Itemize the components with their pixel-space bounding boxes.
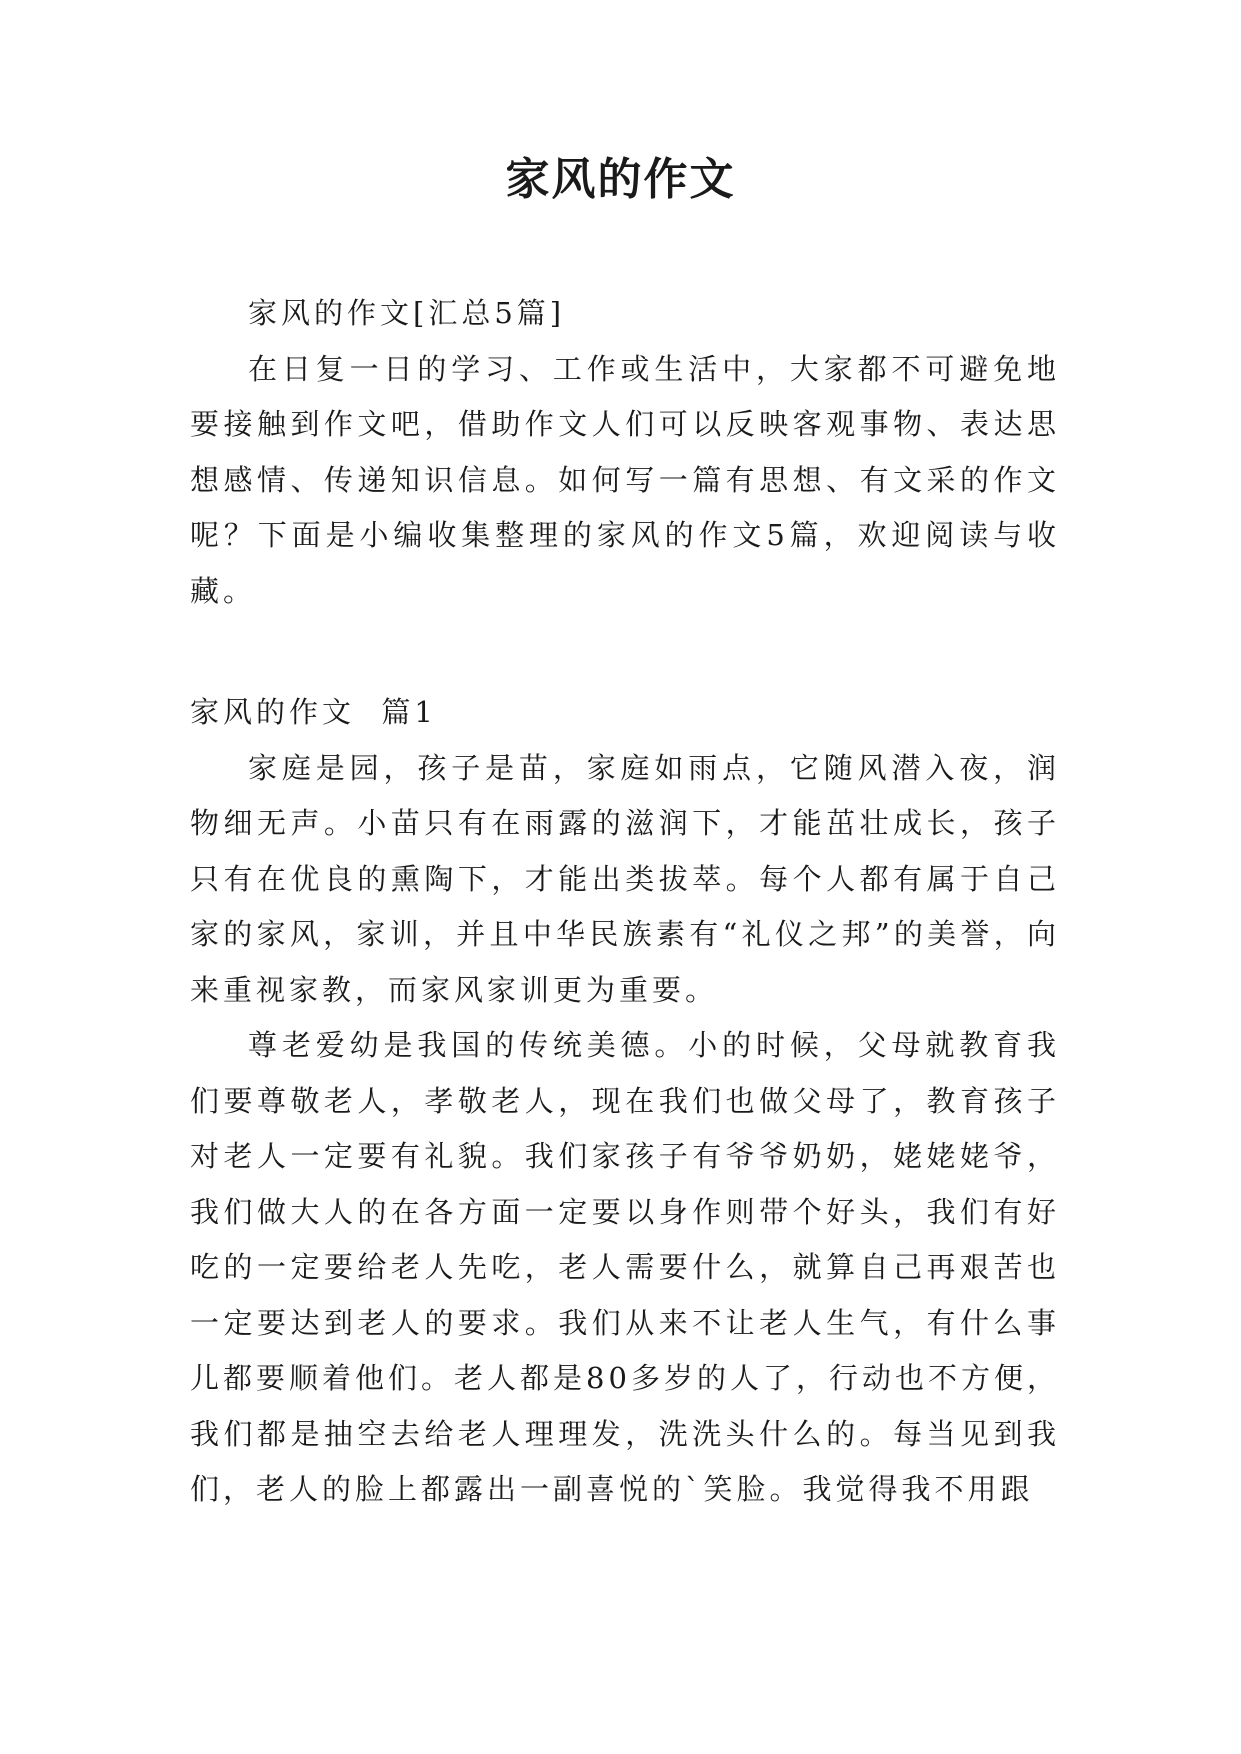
section-heading: 家风的作文 篇1 [190,695,437,729]
body-paragraph: 尊老爱幼是我国的传统美德。小的时候，父母就教育我们要尊敬老人，孝敬老人，现在我们也做父母了，教育孩子对老人一定要有礼貌。我们家孩子有爷爷奶奶，姥姥姥爷，我们做大人的在各方面一定要以身作则带个好头，我们有好吃的一定要给老人先吃，老人需要什么，就算自己再艰苦也一定要达到老人的要求。我们从来不让老人生气，有什么事儿都要顺着他们。老人都是80多岁的人了，行动也不方便，我们都是抽空去给老人理理发，洗洗头什么的。每当见到我们，老人的脸上都露出一副喜悦的`笑脸。我觉得我不用跟 [190,1028,1060,1506]
body-paragraph: 家庭是园，孩子是苗，家庭如雨点，它随风潜入夜，润物细无声。小苗只有在雨露的滋润下，才能茁壮成长，孩子只有在优良的熏陶下，才能出类拔萃。每个人都有属于自己家的家风，家训，并且中华民族素有“礼仪之邦”的美誉，向来重视家教，而家风家训更为重要。 [190,750,1060,1007]
document-body [190,286,1060,1518]
intro-paragraph: 在日复一日的学习、工作或生活中，大家都不可避免地要接触到作文吧，借助作文人们可以反映客观事物、表达思想感情、传递知识信息。如何写一篇有思想、有文采的作文呢？下面是小编收集整理的家风的作文5篇，欢迎阅读与收藏。 [190,351,1060,608]
section-spacer [190,619,1060,685]
document-title: 家风的作文 [505,154,736,205]
document-subtitle: 家风的作文[汇总5篇] [248,296,566,330]
